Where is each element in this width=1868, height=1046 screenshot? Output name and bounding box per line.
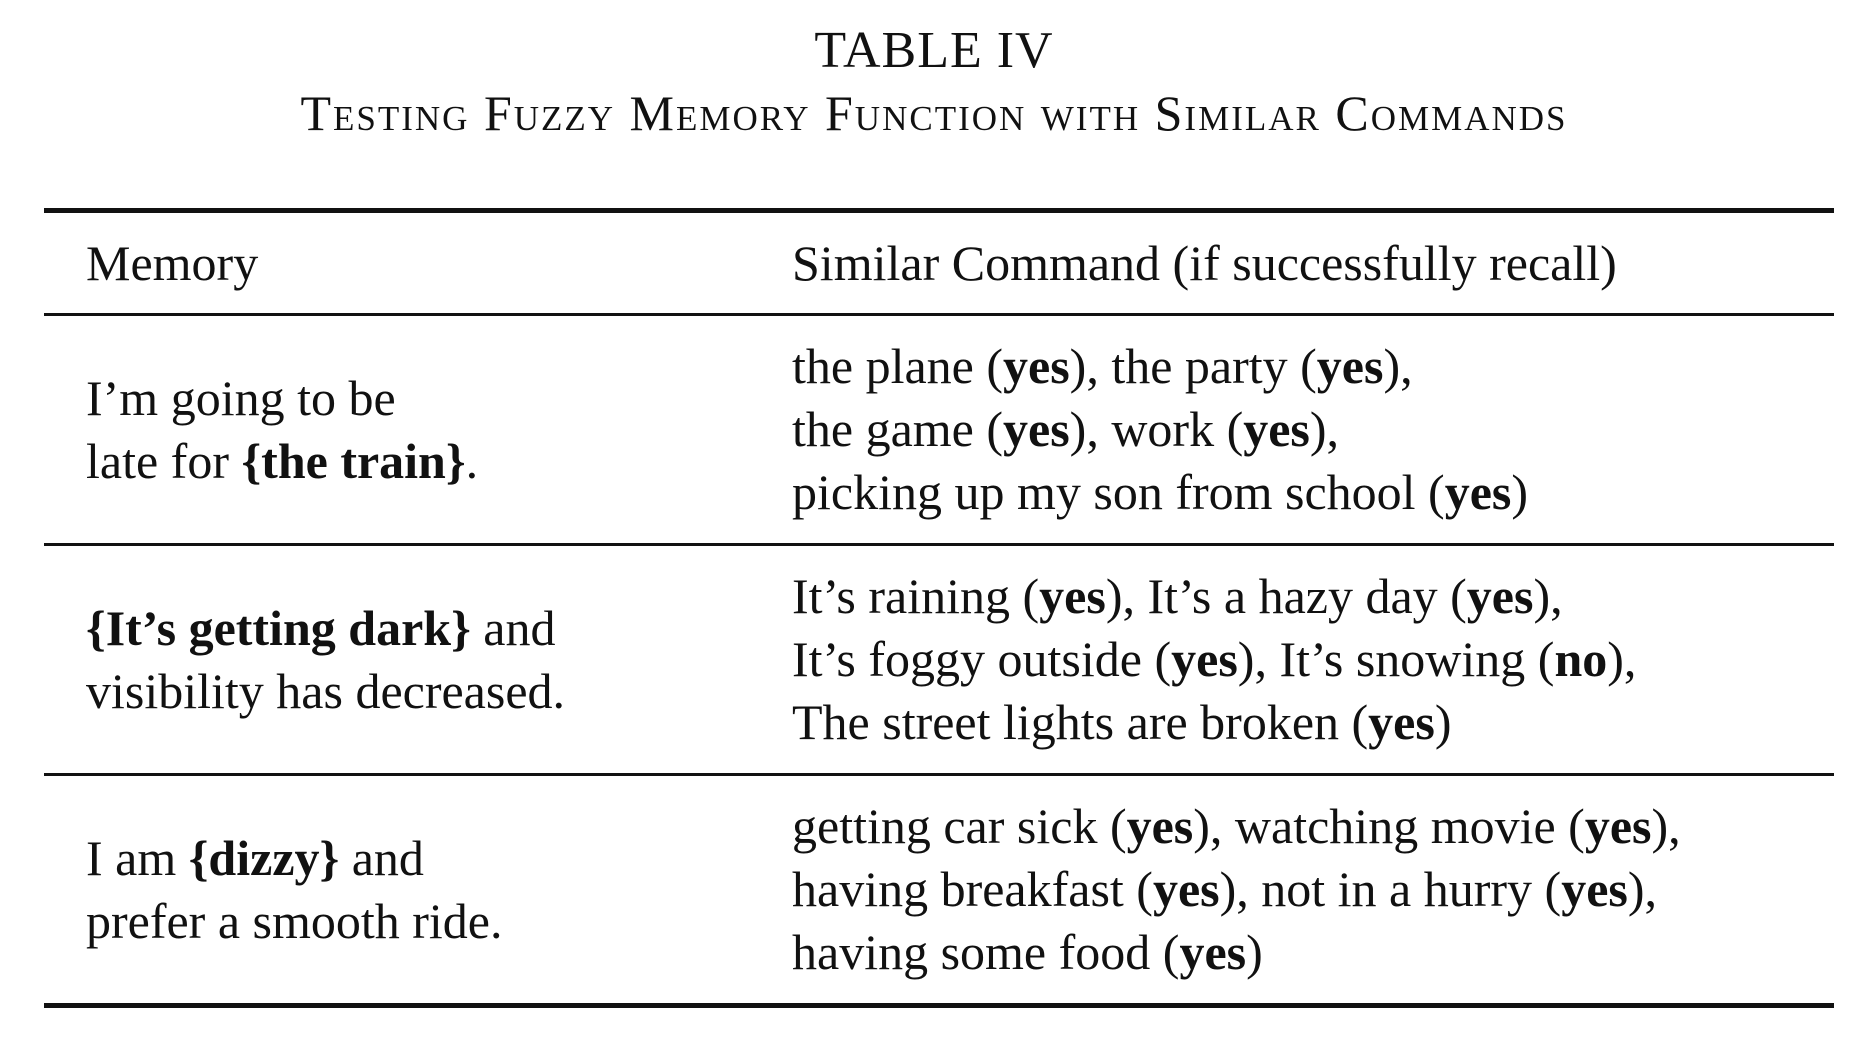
memory-cell (44, 315, 792, 545)
bold-text: yes (1126, 798, 1194, 854)
table-title: Testing Fuzzy Memory Function with Similar Commands (300, 85, 1568, 141)
table-body (44, 315, 1834, 1006)
text: It’s raining ( (792, 568, 1040, 624)
text: picking up my son from school ( (792, 464, 1445, 520)
text: ), (1627, 861, 1658, 917)
bold-text: {the train} (241, 432, 466, 489)
text: I am (86, 829, 189, 886)
bold-text: yes (1003, 401, 1070, 457)
bold-text: yes (1561, 861, 1628, 917)
text: ), It’s a hazy day ( (1105, 568, 1467, 624)
command-line (792, 795, 1834, 858)
text: having some food ( (792, 924, 1180, 980)
memory-line (86, 890, 792, 953)
text: ) (1511, 464, 1529, 520)
bold-text: yes (1584, 798, 1652, 854)
similar-command-cell (792, 545, 1834, 775)
header-similar-command: Similar Command (if successfully recall) (792, 234, 1617, 291)
command-line (792, 461, 1834, 524)
text: The street lights are broken ( (792, 694, 1369, 750)
text: ), (1309, 401, 1340, 457)
text: prefer a smooth ride. (86, 892, 503, 949)
text: ) (1434, 694, 1452, 750)
text: late for (86, 432, 242, 489)
bold-text: yes (1444, 464, 1512, 520)
command-line (792, 565, 1834, 628)
text: ), It’s snowing ( (1237, 631, 1555, 687)
table-caption (0, 20, 1868, 144)
memory-line (86, 827, 792, 890)
text: ), (1651, 798, 1681, 854)
bold-text: {dizzy} (188, 829, 340, 886)
fuzzy-memory-table (44, 208, 1834, 1008)
bold-text: yes (1171, 631, 1238, 687)
similar-command-cell (792, 775, 1834, 1006)
command-line (792, 398, 1834, 461)
text: ) (1246, 924, 1263, 980)
text: having breakfast ( (792, 861, 1153, 917)
bold-text: no (1554, 631, 1608, 687)
bold-text: yes (1039, 568, 1106, 624)
bold-text: yes (1243, 401, 1310, 457)
command-line (792, 858, 1834, 921)
memory-line (86, 597, 792, 660)
text: ), (1607, 631, 1637, 687)
bold-text: {It’s getting dark} (86, 599, 471, 656)
command-line (792, 335, 1834, 398)
similar-command-cell (792, 315, 1834, 545)
memory-line (86, 660, 792, 723)
memory-cell (44, 545, 792, 775)
memory-line (86, 367, 792, 430)
text: ), (1383, 338, 1413, 394)
text: ), work ( (1069, 401, 1244, 457)
table-row (44, 315, 1834, 545)
text: ), watching movie ( (1193, 798, 1585, 854)
text: I’m going to be (86, 369, 396, 426)
table-row (44, 545, 1834, 775)
text: . (465, 432, 479, 489)
table-row (44, 775, 1834, 1006)
bold-text: yes (1466, 568, 1534, 624)
text: and (470, 599, 556, 656)
text: ), not in a hurry ( (1219, 861, 1562, 917)
bold-text: yes (1003, 338, 1070, 394)
text: ), the party ( (1069, 338, 1317, 394)
command-line (792, 921, 1834, 984)
table-number: TABLE IV (814, 22, 1054, 79)
text: visibility has decreased. (86, 662, 566, 719)
header-row (44, 211, 1834, 315)
text: It’s foggy outside ( (792, 631, 1172, 687)
text: getting car sick ( (792, 798, 1127, 854)
bold-text: yes (1179, 924, 1247, 980)
command-line (792, 691, 1834, 754)
text: the game ( (792, 401, 1004, 457)
command-line (792, 628, 1834, 691)
bold-text: yes (1316, 338, 1384, 394)
text: ), (1533, 568, 1563, 624)
header-memory: Memory (86, 234, 259, 291)
text: and (339, 829, 424, 886)
text: the plane ( (792, 338, 1004, 394)
memory-cell (44, 775, 792, 1006)
memory-line (86, 430, 792, 493)
bold-text: yes (1152, 861, 1220, 917)
bold-text: yes (1368, 694, 1435, 750)
